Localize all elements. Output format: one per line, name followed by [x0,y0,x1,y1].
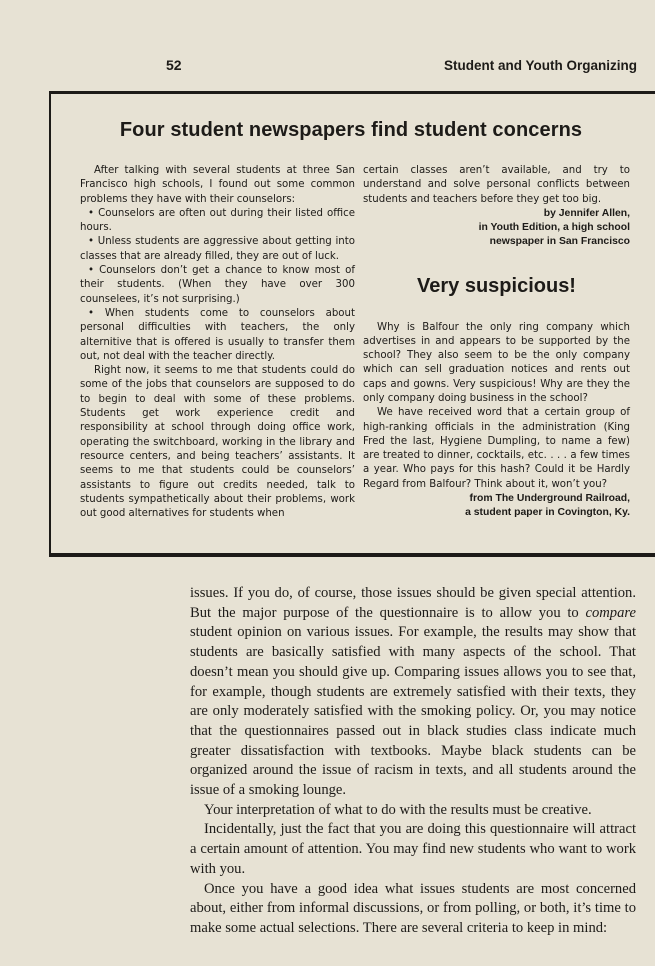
main-text-run: issues. If you do, of course, those issues should be given special attention. But the major purpose of the questionnaire is to allow you to [190,585,636,621]
main-paragraph: Incidentally, just the fact that you are doing this questionnaire will attract a certain amount of attention. You may find new students who want to work with you. [190,821,636,877]
bullet-item: • Counselors are often out during their listed office hours. [80,207,355,234]
bullet-item: • Counselors don’t get a chance to know most of their students. (When they have over 300 counselees, it’s not surprising.) [80,265,355,305]
right-column [363,164,630,520]
intro-paragraph: After talking with several students at three San Francisco high schools, I found out some common problems they have with their counselors: [80,165,355,205]
source-line: from The Underground Railroad, [469,493,630,505]
article-paragraph: Why is Balfour the only ring company which advertises in and appears to be supported by the school? They also seem to be the only company which can sell graduation notices and rents out caps and gowns. Very suspicious! Why are they the only company doing business in the school? [363,321,630,404]
body-paragraph: Right now, it seems to me that students could do some of the jobs that counselors are supposed to do to begin to deal with some of these problems. Students get work experience credit and responsibility at school through doing office work, operating the switchboard, working in the library and resource centers, and being teachers’ assistants. It seems to me that students could be counselors’ assistants to figure out credits needed, talk to students sympathetically about their problems, work out good alternatives for students when [80,365,355,520]
continuation-paragraph: certain classes aren’t available, and try to understand and solve personal conflicts between students and teachers before they get too big. [363,165,630,205]
subhead: Very suspicious! [417,274,576,297]
left-column [80,164,355,521]
emphasis-word: compare [585,604,636,621]
running-head: Student and Youth Organizing [444,58,637,73]
article-paragraph: We have received word that a certain group of high-ranking officials in the administration (King Fred the last, Hygiene Dumpling, to name a few) are treated to dinner, cocktails, etc. . . . a few times a year. Who pays for this hash? Could it be Hardly Regard from Balfour? Think about it, won’t you? [363,407,630,490]
main-paragraph: Your interpretation of what to do with the results must be creative. [204,801,592,818]
bullet-item: • When students come to counselors about personal difficulties with teachers, the only alternitive that is offered is usually to transfer them out, not deal with the teacher directly. [80,307,355,362]
sidebar-box [49,91,655,557]
bullet-item: • Unless students are aggressive about getting into classes that are already filled, they are out of luck. [80,236,355,262]
source-credit [363,492,630,520]
main-paragraph [190,584,636,801]
byline-line: in Youth Edition, a high school [478,222,630,234]
box-title: Four student newspapers find student concerns [119,119,583,141]
main-text-run: student opinion on various issues. For example, the results may show that students are basically satisfied with many aspects of the school. That doesn’t mean you should give up. Comparing issues allows you to see that, for example, though students are extremely satisfied with their texts, they are only moderately satisfied with the smoking policy. Or, you may notice that the questionnaires passed out in black studies class indicate much greater dissatisfaction with textbooks. Maybe black students can be organized around the issue of racism in texts, and all students around the issue of a smoking lounge. [190,624,636,799]
byline-line: newspaper in San Francisco [489,236,630,248]
main-paragraph: Once you have a good idea what issues students are most concerned about, either from informal discussions, or from polling, or both, it’s time to make some actual selections. There are several criteria to keep in mind: [190,880,636,936]
byline-line: by Jennifer Allen, [543,207,630,219]
source-line: a student paper in Covington, Ky. [465,507,630,519]
byline [363,207,630,250]
page-number: 52 [166,57,182,73]
main-text [190,584,636,939]
